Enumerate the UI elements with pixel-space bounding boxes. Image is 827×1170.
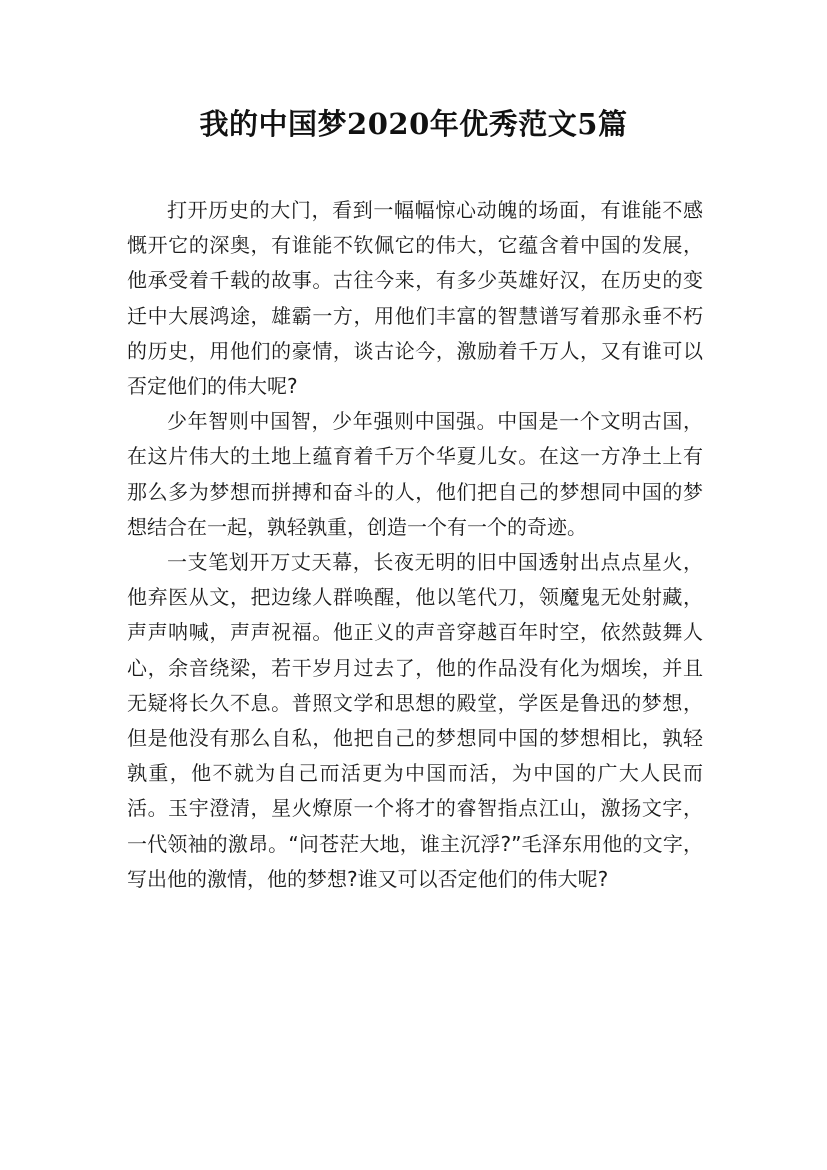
- paragraph-2: 少年智则中国智，少年强则中国强。中国是一个文明古国，在这片伟大的土地上蕴育着千万个华夏儿女。在这一方净土上有那么多为梦想而拼搏和奋斗的人，他们把自己的梦想同中国的梦想结合在一起，孰轻孰重，创造一个有一个的奇迹。: [127, 409, 703, 539]
- paragraph-1: 打开历史的大门，看到一幅幅惊心动魄的场面，有谁能不感慨开它的深奥，有谁能不钦佩它的伟大，它蕴含着中国的发展，他承受着千载的故事。古往今来，有多少英雄好汉，在历史的变迁中大展鸿途，雄霸一方，用他们丰富的智慧谱写着那永垂不朽的历史，用他们的豪情，谈古论今，激励着千万人，又有谁可以否定他们的伟大呢?: [127, 198, 703, 399]
- document-title: 我的中国梦2020年优秀范文5篇: [199, 107, 628, 141]
- document-body: [127, 193, 703, 897]
- paragraph-3: 一支笔划开万丈天幕，长夜无明的旧中国透射出点点星火，他弃医从文，把边缘人群唤醒，他以笔代刀，领魔鬼无处射藏，声声呐喊，声声祝福。他正义的声音穿越百年时空，依然鼓舞人心，余音绕梁，若干岁月过去了，他的作品没有化为烟埃，并且无疑将长久不息。普照文学和思想的殿堂，学医是鲁迅的梦想，但是他没有那么自私，他把自己的梦想同中国的梦想相比，孰轻孰重，他不就为自己而活更为中国而活，为中国的广大人民而活。玉宇澄清，星火燎原一个将才的睿智指点江山，激扬文字，一代领袖的激昂。“问苍茫大地，谁主沉浮?”毛泽东用他的文字，写出他的激情，他的梦想?谁又可以否定他们的伟大呢?: [127, 550, 703, 891]
